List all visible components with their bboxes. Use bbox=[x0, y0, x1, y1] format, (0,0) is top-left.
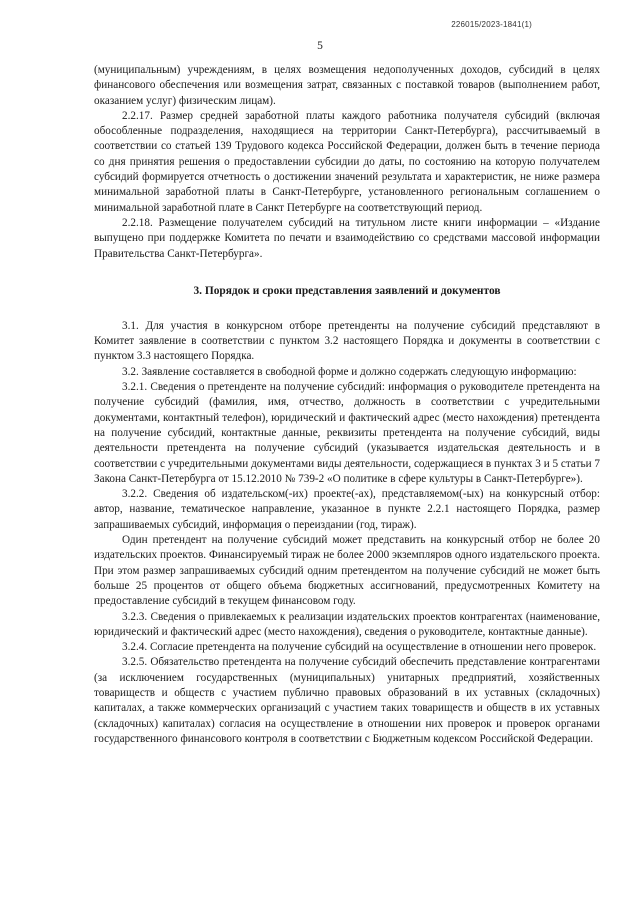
paragraph-2-2-17: 2.2.17. Размер средней заработной платы каждого работника получателя субсидий (включая обособленные подразделения, находящиеся на территории Санкт-Петербурга), рассчитываемый в соответствии со статьей 139 Трудового кодекса Российской Федерации, должен быть в течение периода со дня принятия решения о предоставлении субсидии до даты, по состоянию на которую получателем субсидий формируется отчетность о достижении значений результата и характеристик, не ниже размера минимальной заработной платы в Санкт-Петербурге, установленного региональным соглашением о минимальной заработной плате в Санкт Петербурге на соответствующий период. bbox=[94, 109, 600, 214]
paragraph-3-1: 3.1. Для участия в конкурсном отборе претенденты на получение субсидий представляют в Комитет заявление в соответствии с пунктом 3.2 настоящего Порядка и документы в соответствии с пунктом 3.3 настоящего Порядка. bbox=[94, 319, 600, 363]
paragraph-3-2-1: 3.2.1. Сведения о претенденте на получение субсидий: информация о руководителе претендента на получение субсидий (фамилия, имя, отчество, должность в соответствии с учредительными документами, контактный телефон), юридический и фактический адрес (место нахождения) претендента на получение субсидий, контактные данные, реквизиты претендента на получение субсидий, виды деятельности претендента на получение субсидий (указывается издательская деятельность и в соответствии с учредительными документами виды деятельности, содержащиеся в пунктах 3 и 5 статьи 7 Закона Санкт-Петербурга от 15.12.2010 № 739-2 «О политике в сфере культуры в Санкт-Петербурге»). bbox=[94, 381, 600, 485]
document-body bbox=[94, 63, 600, 747]
paragraph-3-2-4: 3.2.4. Согласие претендента на получение субсидий на осуществление в отношении него проверок. bbox=[122, 641, 597, 654]
page-number: 5 bbox=[317, 40, 323, 52]
paragraph-3-2-2: 3.2.2. Сведения об издательском(-их) проекте(-ах), представляемом(-ых) на конкурсный отбор: автор, название, тематическое направление, указанное в пункте 2.2.1 настоящего Порядка, размер запрашиваемых субсидий, информация о переиздании (год, тираж). bbox=[94, 488, 600, 531]
paragraph-3-2: 3.2. Заявление составляется в свободной форме и должно содержать следующую информацию: bbox=[122, 365, 577, 378]
paragraph-continuation: (муниципальным) учреждениям, в целях возмещения недополученных доходов, субсидий в целях финансового обеспечения или возмещения затрат, связанных с поставкой товаров (выполнением работ, оказанием услуг) физическим лицам). bbox=[94, 64, 600, 107]
section-3-heading: 3. Порядок и сроки представления заявлений и документов bbox=[193, 284, 501, 297]
document-code: 226015/2023-1841(1) bbox=[451, 20, 532, 29]
paragraph-3-2-5: 3.2.5. Обязательство претендента на получение субсидий обеспечить представление контрагентами (за исключением государственных (муниципальных) унитарных предприятий, хозяйственных товариществ и обществ с участием публично правовых образований в их уставных (складочных) капиталах, а также коммерческих организаций с участием таких товариществ и обществ в их уставных (складочных) капиталах) согласия на осуществление в отношении них проверок и проверок органами государственного финансового контроля в соответствии с Бюджетным кодексом Российской Федерации. bbox=[94, 656, 600, 745]
paragraph-project-limit: Один претендент на получение субсидий может представить на конкурсный отбор не более 20 издательских проектов. Финансируемый тираж не более 2000 экземпляров одного издательского проекта. При этом размер запрашиваемых субсидий одним претендентом на получение субсидий не может быть больше 25 процентов от общего объема бюджетных ассигнований, предусмотренных Комитету на предоставление субсидий в текущем финансовом году. bbox=[94, 534, 600, 608]
paragraph-2-2-18: 2.2.18. Размещение получателем субсидий на титульном листе книги информации – «Издание выпущено при поддержке Комитета по печати и взаимодействию со средствами массовой информации Правительства Санкт-Петербурга». bbox=[94, 216, 600, 260]
paragraph-3-2-3: 3.2.3. Сведения о привлекаемых к реализации издательских проектов контрагентах (наименование, юридический и фактический адрес (место нахождения), сведения о руководителе, контактные данные). bbox=[94, 610, 600, 638]
